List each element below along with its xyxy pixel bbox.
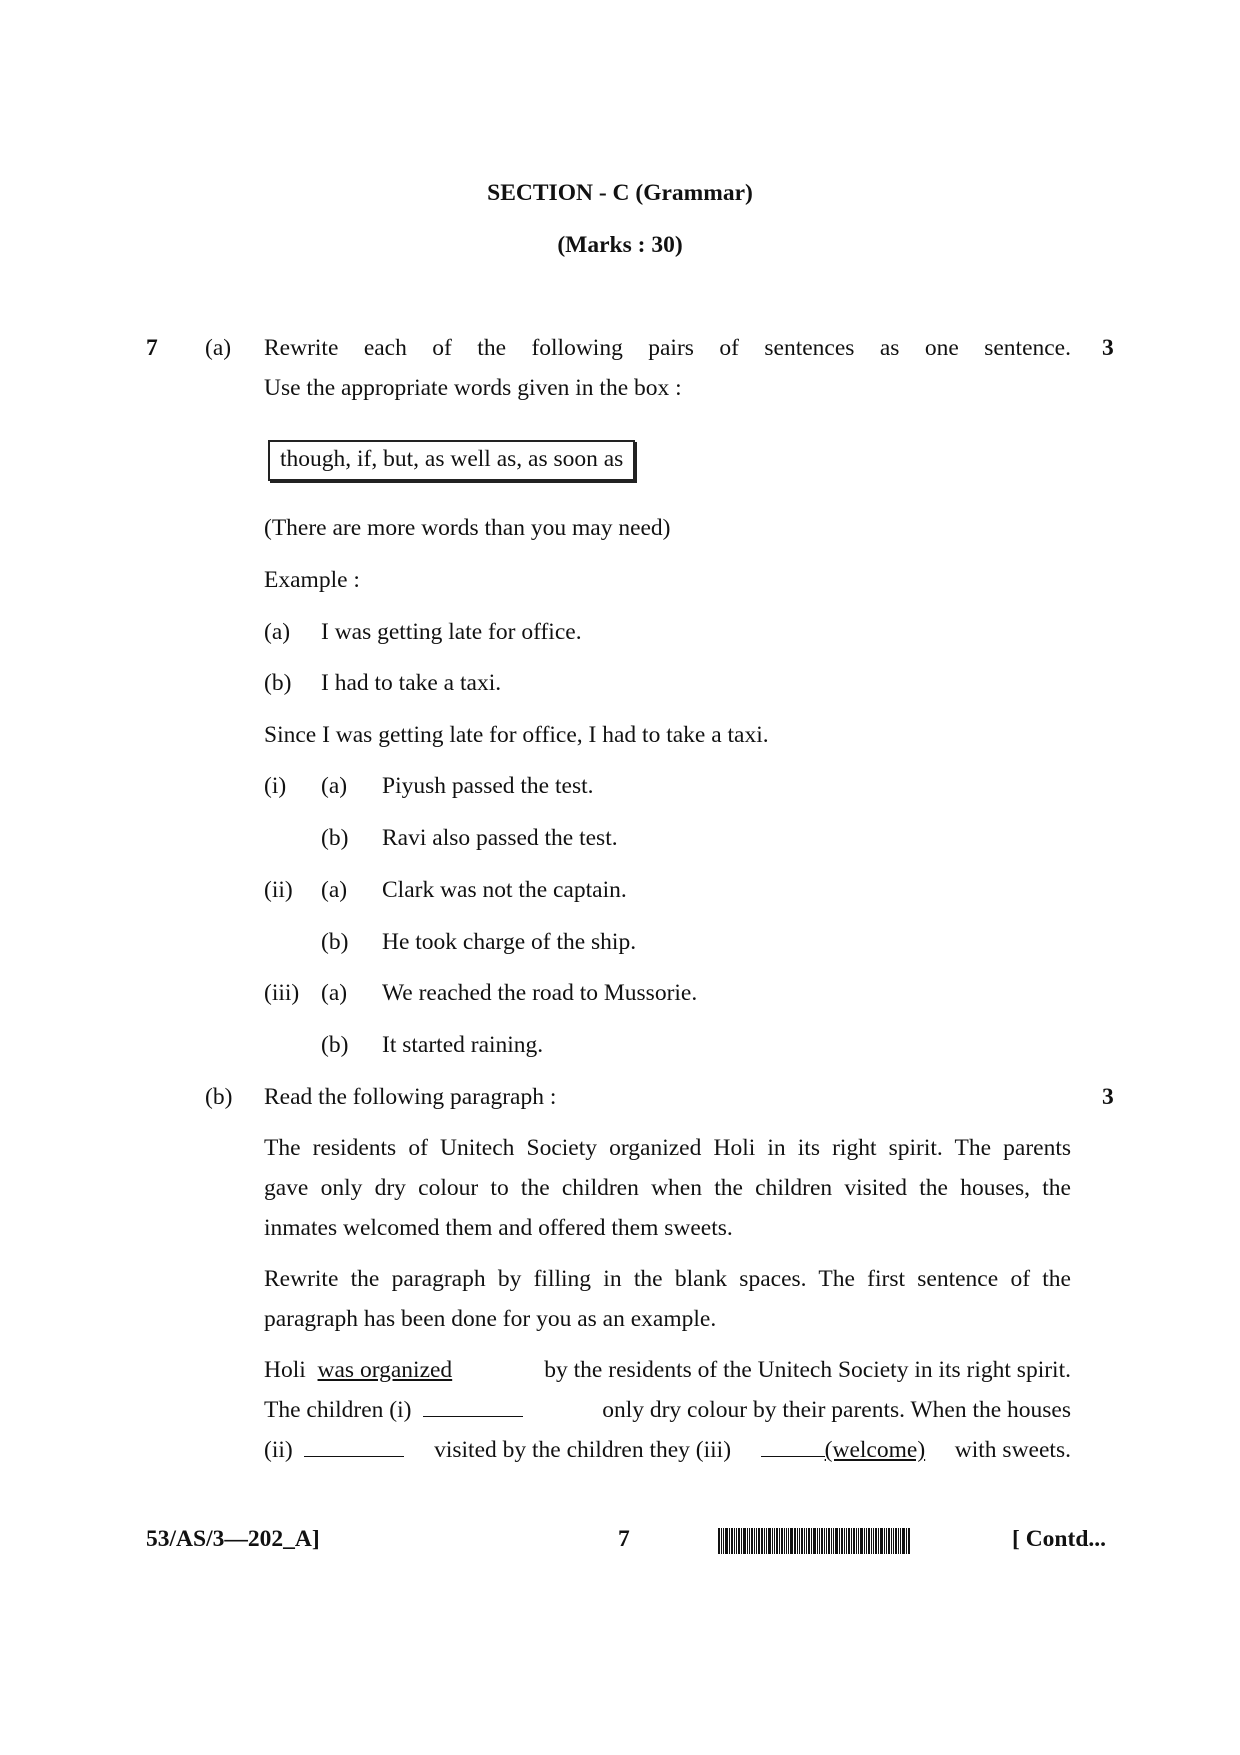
barcode-bar	[758, 1528, 760, 1554]
barcode-bar	[819, 1528, 820, 1554]
answer-line3	[264, 1437, 1071, 1464]
barcode-bar	[835, 1528, 838, 1554]
answer-l1-end: by the residents of the Unitech Society in its right spirit.	[544, 1357, 1071, 1383]
example-a-label: (a)	[264, 619, 291, 645]
part-a-marks: 3	[1102, 335, 1114, 361]
item-ii-a-label: (a)	[321, 877, 348, 903]
barcode-bar	[856, 1528, 857, 1554]
barcode-bar	[848, 1528, 850, 1554]
barcode-bar	[846, 1528, 847, 1554]
answer-line2	[264, 1397, 1071, 1424]
answer-l1-start: Holi	[264, 1357, 306, 1383]
barcode-bar	[906, 1528, 907, 1554]
barcode-bar	[808, 1528, 810, 1554]
blank-iii[interactable]	[761, 1438, 825, 1457]
barcode-bar	[868, 1528, 870, 1554]
barcode	[718, 1528, 911, 1554]
example-b-text: I had to take a taxi.	[321, 670, 502, 696]
blank-iii-hint: (welcome)	[824, 1437, 926, 1463]
barcode-bar	[878, 1528, 879, 1554]
barcode-bar	[817, 1528, 818, 1554]
item-iii-b-label: (b)	[321, 1032, 349, 1058]
item-i-number: (i)	[264, 773, 287, 799]
item-iii-b-text: It started raining.	[382, 1032, 544, 1058]
barcode-bar	[729, 1528, 730, 1554]
barcode-bar	[813, 1528, 816, 1554]
barcode-bar	[826, 1528, 827, 1554]
part-a-instruction-line1: Rewrite each of the following pairs of sentences as one sentence.	[264, 335, 1071, 361]
barcode-bar	[888, 1528, 890, 1554]
answer-l2-end: only dry colour by their parents. When the houses	[602, 1397, 1071, 1423]
barcode-bar	[893, 1528, 894, 1554]
barcode-bar	[725, 1528, 728, 1554]
barcode-bar	[864, 1528, 865, 1554]
section-title: SECTION - C (Grammar)	[487, 180, 753, 206]
example-a-text: I was getting late for office.	[321, 619, 582, 645]
item-i-a-label: (a)	[321, 773, 348, 799]
barcode-bar	[811, 1528, 812, 1554]
barcode-bar	[718, 1528, 720, 1554]
barcode-bar	[851, 1528, 852, 1554]
part-b-label: (b)	[205, 1084, 233, 1110]
answer-l2-start: The children (i)	[264, 1397, 412, 1423]
barcode-bar	[721, 1528, 722, 1554]
item-ii-b-text: He took charge of the ship.	[382, 929, 637, 955]
question-number: 7	[146, 335, 158, 361]
barcode-bar	[774, 1528, 775, 1554]
example-b-label: (b)	[264, 670, 292, 696]
barcode-bar	[900, 1528, 901, 1554]
answer-l3-start: (ii)	[264, 1437, 293, 1463]
answer-l3-end: with sweets.	[954, 1437, 1071, 1463]
barcode-bar	[804, 1528, 805, 1554]
contd-label: [ Contd...	[1012, 1526, 1107, 1552]
barcode-bar	[833, 1528, 834, 1554]
barcode-bar	[902, 1528, 905, 1554]
example-answer: Since I was getting late for office, I had to take a taxi.	[264, 722, 769, 748]
blank-ii[interactable]	[304, 1438, 404, 1457]
barcode-bar	[764, 1528, 765, 1554]
rewrite-instruction-line2: paragraph has been done for you as an example.	[264, 1306, 717, 1332]
paragraph-line1: The residents of Unitech Society organized Holi in its right spirit. The parents	[264, 1135, 1071, 1161]
barcode-bar	[858, 1528, 859, 1554]
barcode-bar	[873, 1528, 874, 1554]
barcode-bar	[781, 1528, 783, 1554]
part-b-marks: 3	[1102, 1084, 1114, 1110]
answer-l3-mid: visited by the children they (iii)	[434, 1437, 732, 1463]
barcode-bar	[749, 1528, 750, 1554]
barcode-bar	[754, 1528, 755, 1554]
rewrite-instruction-line1: Rewrite the paragraph by filling in the blank spaces. The first sentence of the	[264, 1266, 1071, 1292]
barcode-bar	[898, 1528, 899, 1554]
barcode-bar	[776, 1528, 778, 1554]
item-ii-a-text: Clark was not the captain.	[382, 877, 627, 903]
part-a-instruction-line2: Use the appropriate words given in the box :	[264, 375, 682, 401]
barcode-bar	[875, 1528, 877, 1554]
barcode-bar	[788, 1528, 789, 1554]
item-i-b-text: Ravi also passed the test.	[382, 825, 618, 851]
paper-code: 53/AS/3—202_A]	[146, 1526, 320, 1552]
barcode-bar	[891, 1528, 892, 1554]
barcode-bar	[736, 1528, 737, 1554]
item-iii-a-text: We reached the road to Mussorie.	[382, 980, 698, 1006]
barcode-bar	[751, 1528, 753, 1554]
barcode-bar	[734, 1528, 735, 1554]
word-box-text: though, if, but, as well as, as soon as	[280, 446, 624, 472]
barcode-bar	[853, 1528, 855, 1554]
barcode-bar	[821, 1528, 823, 1554]
barcode-bar	[772, 1528, 773, 1554]
barcode-bar	[747, 1528, 748, 1554]
note-text: (There are more words than you may need)	[264, 515, 671, 541]
barcode-bar	[790, 1528, 793, 1554]
barcode-bar	[866, 1528, 867, 1554]
barcode-bar	[871, 1528, 872, 1554]
paragraph-line2: gave only dry colour to the children when the children visited the houses, the	[264, 1175, 1071, 1201]
barcode-bar	[886, 1528, 887, 1554]
barcode-bar	[784, 1528, 785, 1554]
barcode-bar	[828, 1528, 830, 1554]
word-box	[268, 440, 635, 481]
item-i-b-label: (b)	[321, 825, 349, 851]
item-iii-number: (iii)	[264, 980, 300, 1006]
barcode-bar	[761, 1528, 763, 1554]
part-a-label: (a)	[205, 335, 232, 361]
paragraph-line3: inmates welcomed them and offered them sweets.	[264, 1215, 733, 1241]
section-marks: (Marks : 30)	[557, 232, 683, 258]
answer-line1	[264, 1357, 1071, 1384]
barcode-bar	[786, 1528, 787, 1554]
barcode-bar	[797, 1528, 798, 1554]
barcode-bar	[731, 1528, 733, 1554]
barcode-bar	[766, 1528, 767, 1554]
barcode-bar	[860, 1528, 863, 1554]
barcode-bar	[794, 1528, 796, 1554]
item-i-a-text: Piyush passed the test.	[382, 773, 594, 799]
barcode-bar	[723, 1528, 724, 1554]
barcode-bar	[806, 1528, 807, 1554]
barcode-bar	[801, 1528, 803, 1554]
barcode-bar	[756, 1528, 757, 1554]
part-b-instruction: Read the following paragraph :	[264, 1084, 557, 1110]
barcode-bar	[831, 1528, 832, 1554]
page-number: 7	[618, 1526, 630, 1552]
barcode-bar	[844, 1528, 845, 1554]
item-ii-number: (ii)	[264, 877, 293, 903]
barcode-bar	[741, 1528, 742, 1554]
barcode-bar	[841, 1528, 843, 1554]
item-iii-a-label: (a)	[321, 980, 348, 1006]
barcode-bar	[738, 1528, 740, 1554]
barcode-bar	[779, 1528, 780, 1554]
barcode-bar	[799, 1528, 800, 1554]
barcode-bar	[743, 1528, 746, 1554]
barcode-bar	[824, 1528, 825, 1554]
example-label: Example :	[264, 567, 360, 593]
barcode-bar	[884, 1528, 885, 1554]
barcode-bar	[880, 1528, 883, 1554]
barcode-bar	[895, 1528, 897, 1554]
barcode-bar	[908, 1528, 910, 1554]
barcode-bar	[768, 1528, 771, 1554]
barcode-bar	[839, 1528, 840, 1554]
example-underlined-answer: was organized	[317, 1357, 453, 1383]
blank-i[interactable]	[423, 1398, 523, 1417]
item-ii-b-label: (b)	[321, 929, 349, 955]
